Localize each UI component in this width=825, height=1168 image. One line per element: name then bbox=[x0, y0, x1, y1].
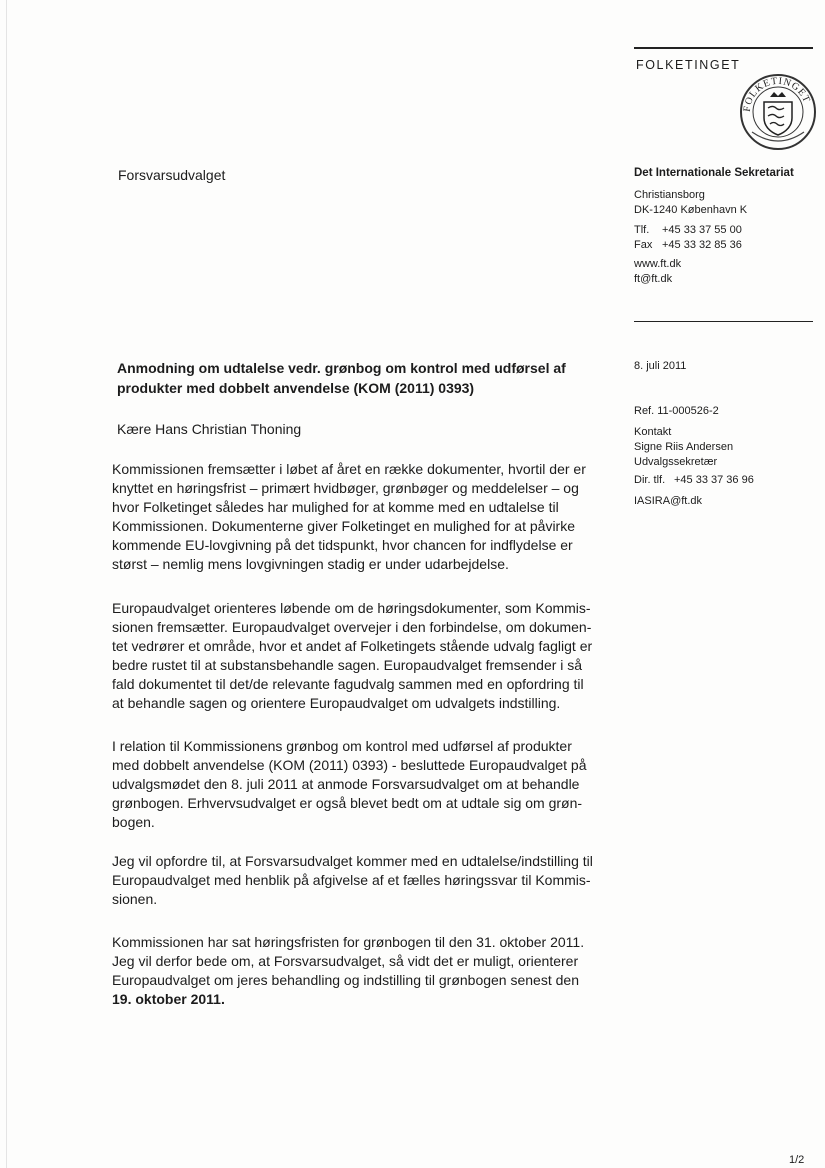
phone-block bbox=[634, 223, 742, 253]
secretariat-name: Det Internationale Sekretariat bbox=[634, 167, 794, 179]
paragraph bbox=[112, 460, 597, 574]
paragraph-line: Europaudvalget orienteres løbende om de høringsdokumenter, som Kommis- bbox=[112, 600, 591, 616]
paragraph-line: udvalgsmødet den 8. juli 2011 at anmode Forsvarsudvalget om at behandle bbox=[112, 776, 580, 792]
phone-number: +45 33 37 55 00 bbox=[662, 224, 742, 236]
paragraph bbox=[112, 852, 597, 909]
paragraph-line: at behandle sagen og orientere Europaudvalget om udvalgets indstilling. bbox=[112, 695, 561, 711]
paragraph-line: Jeg vil derfor bede om, at Forsvarsudvalget, så vidt det er muligt, orienterer bbox=[112, 953, 579, 969]
reference-number: Ref. 11-000526-2 bbox=[634, 405, 719, 417]
fax-label: Fax bbox=[634, 239, 653, 251]
paragraph bbox=[112, 933, 597, 1009]
salutation: Kære Hans Christian Thoning bbox=[117, 421, 302, 437]
paragraph-line: Kommissionen har sat høringsfristen for grønbogen til den 31. oktober 2011. bbox=[112, 934, 585, 950]
direct-phone-number: +45 33 37 36 96 bbox=[674, 474, 754, 486]
phone-label: Tlf. bbox=[634, 224, 650, 236]
paragraph-line: fald dokumentet til det/de relevante fagudvalg sammen med en opfordring til bbox=[112, 676, 584, 692]
paragraph-line: tet vedrører et område, hvor et andet af Folketingets stående udvalg fagligt er bbox=[112, 638, 593, 654]
paragraph bbox=[112, 599, 597, 713]
sidebar-divider bbox=[634, 321, 813, 322]
paragraph-line: bogen. bbox=[112, 814, 155, 830]
deadline-date: 19. oktober 2011. bbox=[112, 991, 225, 1007]
direct-phone-label: Dir. tlf. bbox=[634, 474, 666, 486]
paragraph-line: sionen fremsætter. Europaudvalget overvejer i den forbindelse, om dokumen- bbox=[112, 619, 592, 635]
paragraph-line: Europaudvalget om jeres behandling og indstilling til grønbogen senest den bbox=[112, 972, 579, 988]
letter-subject bbox=[117, 359, 587, 398]
paragraph-line: størst – nemlig mens lovgivningen stadig er under udarbejdelse. bbox=[112, 556, 509, 572]
contact-email: IASIRA@ft.dk bbox=[634, 495, 703, 507]
paragraph-line: Kommissionen. Dokumenterne giver Folketinget en mulighed for at påvirke bbox=[112, 518, 576, 534]
header-top-rule bbox=[634, 47, 813, 49]
website: www.ft.dk bbox=[634, 258, 682, 270]
direct-phone-block bbox=[634, 473, 754, 488]
web-block bbox=[634, 257, 681, 287]
contact-block bbox=[634, 425, 733, 470]
paragraph-line: knyttet en høringsfrist – primært hvidbøger, grønbøger og meddelelser – og bbox=[112, 480, 579, 496]
paragraph-line: sionen. bbox=[112, 891, 158, 907]
contact-title: Udvalgssekretær bbox=[634, 456, 718, 468]
svg-text:FOLKETINGET: FOLKETINGET bbox=[741, 75, 813, 113]
paragraph bbox=[112, 737, 597, 832]
folketinget-seal-logo bbox=[738, 72, 818, 152]
letter-date: 8. juli 2011 bbox=[634, 360, 687, 372]
organization-name: FOLKETINGET bbox=[636, 58, 741, 72]
paragraph-line: Kommissionen fremsætter i løbet af året en række dokumenter, hvortil der er bbox=[112, 461, 586, 477]
paragraph-line: I relation til Kommissionens grønbog om kontrol med udførsel af produkter bbox=[112, 738, 572, 754]
general-email: ft@ft.dk bbox=[634, 273, 673, 285]
scan-margin-line bbox=[6, 0, 7, 1168]
address bbox=[634, 188, 747, 218]
paragraph-line: kommende EU-lovgivning på det tidspunkt, hvor chancen for indflydelse er bbox=[112, 537, 573, 553]
recipient: Forsvarsudvalget bbox=[118, 167, 226, 183]
subject-line: produkter med dobbelt anvendelse (KOM (2011) 0393) bbox=[117, 379, 475, 396]
paragraph-line: Europaudvalget med henblik på afgivelse af et fælles høringssvar til Kommis- bbox=[112, 872, 591, 888]
paragraph-line: grønbogen. Erhvervsudvalget er også blevet bedt om at udtale sig om grøn- bbox=[112, 795, 583, 811]
page-number: 1/2 bbox=[789, 1154, 805, 1166]
subject-line: Anmodning om udtalelse vedr. grønbog om kontrol med udførsel af bbox=[117, 360, 566, 376]
address-line: DK-1240 København K bbox=[634, 204, 748, 216]
paragraph-line: hvor Folketinget således har mulighed for at komme med en udtalelse til bbox=[112, 499, 559, 515]
address-line: Christiansborg bbox=[634, 189, 705, 201]
paragraph-line: bedre rustet til at substansbehandle sagen. Europaudvalget fremsender i så bbox=[112, 657, 583, 673]
fax-number: +45 33 32 85 36 bbox=[662, 239, 742, 251]
paragraph-line: Jeg vil opfordre til, at Forsvarsudvalget kommer med en udtalelse/indstilling til bbox=[112, 853, 593, 869]
contact-label: Kontakt bbox=[634, 426, 672, 438]
contact-name: Signe Riis Andersen bbox=[634, 441, 734, 453]
paragraph-line: med dobbelt anvendelse (KOM (2011) 0393) - besluttede Europaudvalget på bbox=[112, 757, 587, 773]
